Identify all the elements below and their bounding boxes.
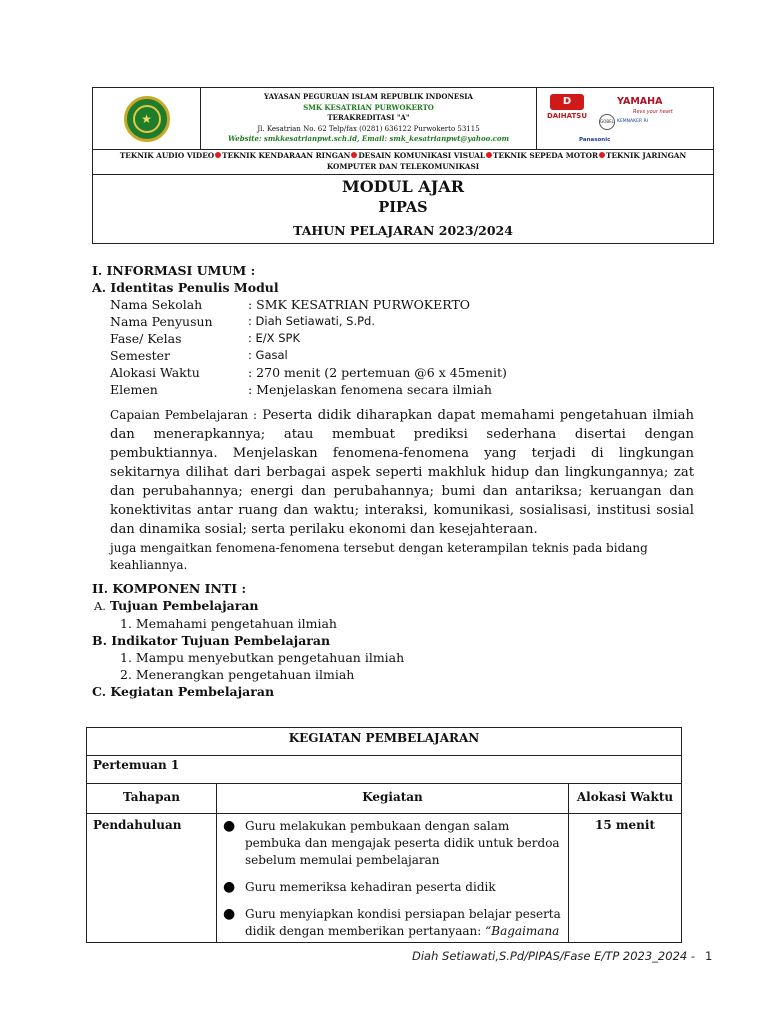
column-header-activity: Kegiatan [217,784,569,814]
daihatsu-logo: D DAIHATSU [546,96,588,120]
field-row [110,296,507,313]
document-title [93,175,713,243]
title-subject: PIPAS [378,199,428,216]
field-label: Semester [110,348,171,363]
program-list [93,150,713,175]
kemnaker-logo: KEMNAKER RI [617,119,648,124]
cp-text: Peserta didik diharapkan dapat memahami pengetahuan ilmiah dan menerapkannya; atau membuat prediksi sederhana disertai dengan pembuktiannya. Menjelaskan fenomena-fenomena yang terjadi di lingkungan sekitarnya dilihat dari berbagai aspek seperti makhluk hidup dan lingkungannya; zat dan perubahannya; energi dan perubahannya; bumi dan antariksa; keruangan dan konektivitas antar ruang dan waktu; interaksi, komunikasi, sosialisasi, institusi sosial dan dinamika sosial; serta perilaku ekonomi dan kesejahteraan. [110,408,694,537]
gobel-logo: GOBEL [599,114,615,130]
field-row [110,381,507,398]
cp-tail: juga mengaitkan fenomena-fenomena tersebut dengan keterampilan teknis pada bidang keahliannya. [110,541,648,572]
bullet-icon [215,152,221,158]
capaian-pembelajaran [110,406,694,539]
section-heading: I. INFORMASI UMUM : [92,263,256,278]
column-header-stage: Tahapan [87,784,217,814]
field-value: : Gasal [248,348,288,362]
subsection-a [92,597,404,615]
field-row [110,347,507,364]
section-komponen-inti [92,580,404,700]
field-label: Elemen [110,382,158,397]
program-item: TEKNIK JARINGAN KOMPUTER DAN TELEKOMUNIKASI [326,151,687,171]
field-value: : SMK KESATRIAN PURWOKERTO [248,297,471,312]
school-info [201,88,537,149]
school-website: Website: smkkesatrianpwt.sch.id, Email: smk_kesatrianpwt@yahoo.com [227,134,509,143]
time-cell: 15 menit [569,814,682,943]
foundation-name: YAYASAN PEGURUAN ISLAM REPUBLIK INDONESIA [264,92,473,101]
field-row [110,313,507,330]
bullet-icon [351,152,357,158]
letterhead-top [93,88,713,150]
yamaha-logo: YAMAHA [617,96,663,107]
field-label: Fase/ Kelas [110,331,182,346]
bullet-icon: ● [223,906,236,922]
field-label: Alokasi Waktu [110,365,200,380]
title-modul-ajar: MODUL AJAR [342,177,464,196]
identity-fields [110,296,507,398]
activity-table [86,727,682,943]
yamaha-tagline: Revs your heart [633,109,673,115]
program-item: TEKNIK SEPEDA MOTOR [493,151,599,160]
field-label: Nama Penyusun [110,314,213,329]
field-row [110,330,507,347]
meeting-label: Pertemuan 1 [87,756,682,784]
field-row [110,364,507,381]
list-item: 1. Mampu menyebutkan pengetahuan ilmiah [120,650,405,665]
activity-cell [217,814,569,943]
table-row [87,814,682,943]
school-logo-cell [93,88,201,149]
program-item: TEKNIK AUDIO VIDEO [119,151,215,160]
accreditation: TERAKREDITASI "A" [327,113,410,122]
page-number: 1 [705,949,713,963]
footer-text: Diah Setiawati,S.Pd/PIPAS/Fase E/TP 2023_2024 - [412,949,696,963]
list-item: 2. Menerangkan pengetahuan ilmiah [120,667,355,682]
subsection-heading: Tujuan Pembelajaran [109,598,259,613]
title-year: TAHUN PELAJARAN 2023/2024 [293,223,513,238]
school-address: Jl. Kesatrian No. 62 Telp/fax (0281) 636122 Purwokerto 53115 [257,124,480,133]
daihatsu-icon: D [550,94,584,110]
field-value: : Menjelaskan fenomena secara ilmiah [248,382,492,397]
list-item: 1. Memahami pengetahuan ilmiah [120,616,337,631]
table-title: KEGIATAN PEMBELAJARAN [87,728,682,756]
school-name: SMK KESATRIAN PURWOKERTO [303,102,434,112]
subsection-heading: B. Indikator Tujuan Pembelajaran [92,633,331,648]
section-informasi-umum [92,262,279,296]
cp-label: Capaian Pembelajaran : [110,408,258,422]
field-label: Nama Sekolah [110,297,203,312]
bullet-icon [599,152,605,158]
subsection-letter: A. [94,599,106,613]
bullet-icon: ● [223,818,236,834]
column-header-time: Alokasi Waktu [569,784,682,814]
subsection-heading: C. Kegiatan Pembelajaran [92,684,275,699]
field-value: : Diah Setiawati, S.Pd. [248,314,376,328]
field-value: : E/X SPK [248,331,300,345]
bullet-icon [486,152,492,158]
list-item: ● Guru memeriksa kehadiran peserta didik [223,879,496,895]
school-seal-icon: ★ [124,96,170,142]
program-item: TEKNIK KENDARAAN RINGAN [222,151,351,160]
page-footer [412,949,712,963]
field-value: : 270 menit (2 pertemuan @6 x 45menit) [248,365,507,380]
panasonic-logo: Panasonic [579,137,611,143]
list-item: ● Guru menyiapkan kondisi persiapan belajar peserta didik dengan memberikan pertanyaan: “Bagaimana [223,906,561,938]
letterhead [92,87,714,244]
bullet-icon: ● [223,879,236,895]
partner-logos [537,88,713,149]
program-item: DESAIN KOMUNIKASI VISUAL [358,151,486,160]
section-heading: II. KOMPONEN INTI : [92,581,247,596]
stage-cell: Pendahuluan [87,814,217,943]
subsection-heading: A. Identitas Penulis Modul [92,280,279,295]
list-item: ● Guru melakukan pembukaan dengan salam pembuka dan mengajak peserta didik untuk berdoa sebelum memulai pembelajaran [223,818,560,867]
